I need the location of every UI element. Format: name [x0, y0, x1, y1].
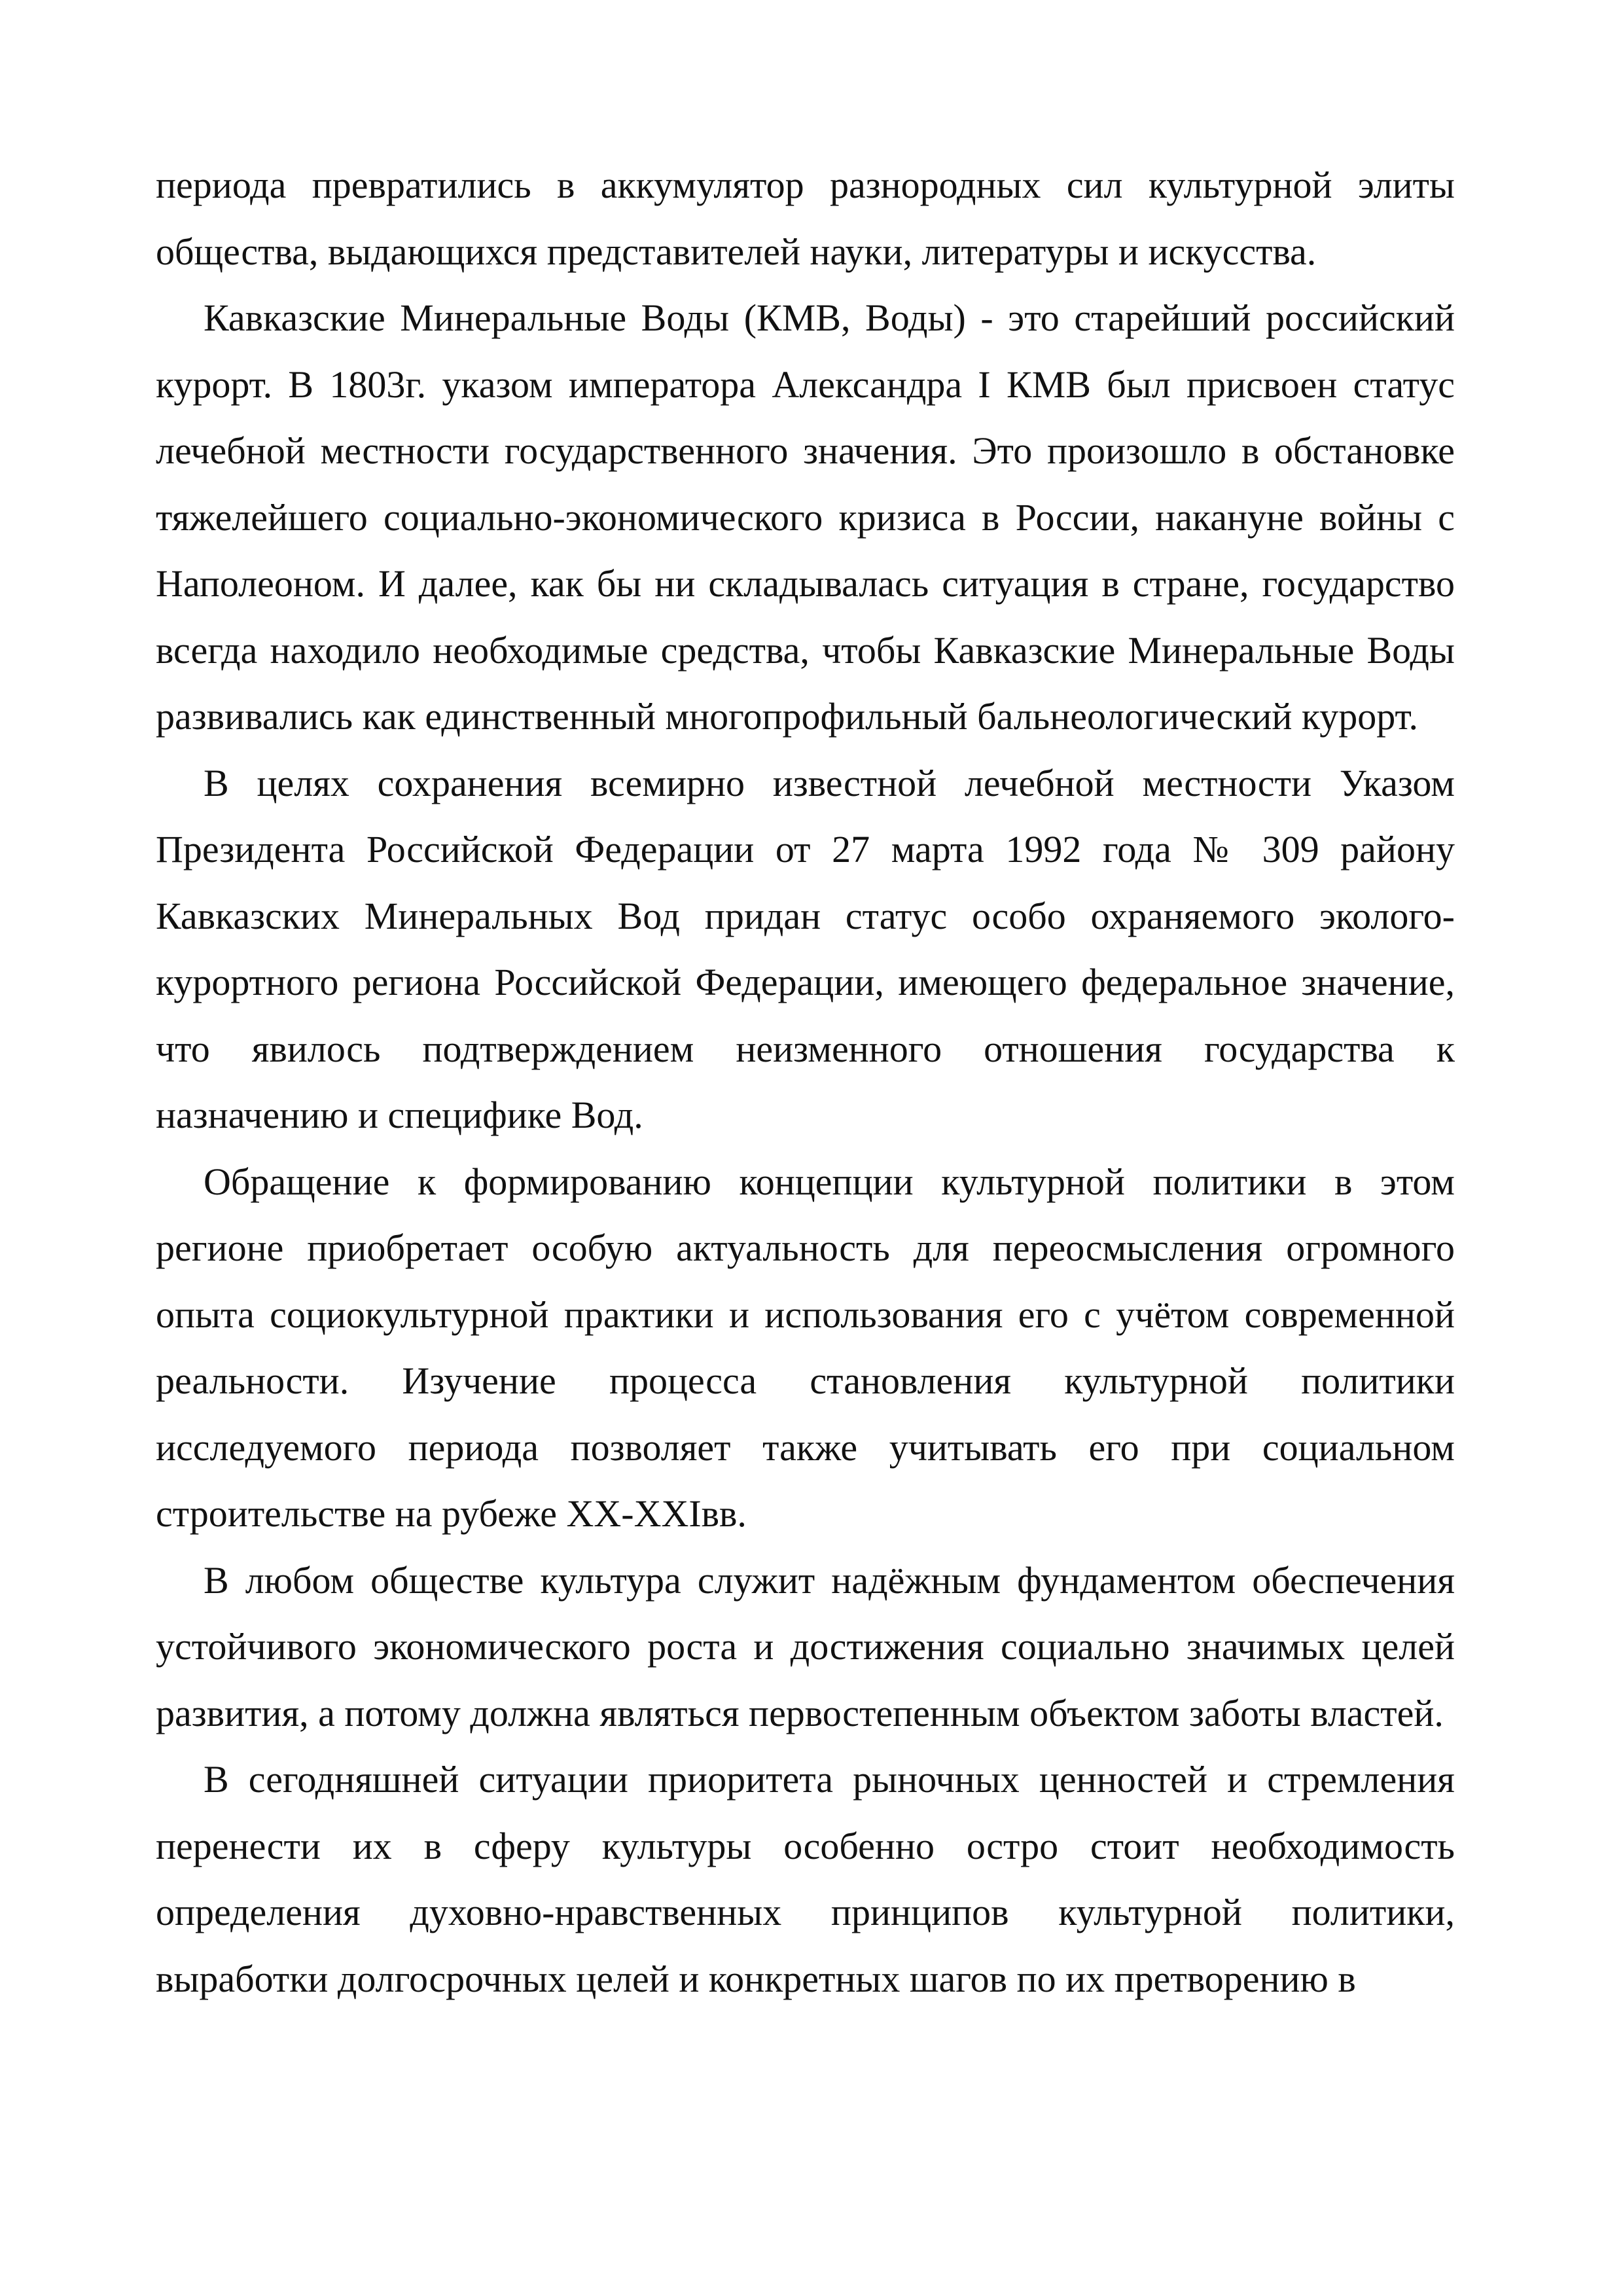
paragraph-5: В любом обществе культура служит надёжным фундаментом обеспечения устойчивого экономического роста и достижения социально значимых целей развития, а потому должна являться первостепенным объектом заботы властей.: [156, 1558, 1455, 1734]
paragraph-1: периода превратились в аккумулятор разнородных сил культурной элиты общества, выдающихся представителей науки, литературы и искусства.: [156, 164, 1455, 273]
paragraph-6: В сегодняшней ситуации приоритета рыночных ценностей и стремления перенести их в сферу культуры особенно остро стоит необходимость определения духовно-нравственных принципов культурной политики, выработки долгосрочных целей и конкретных шагов по их претворению в: [156, 1758, 1455, 2000]
paragraph-2: Кавказские Минеральные Воды (КМВ, Воды) - это старейший российский курорт. В 1803г. указом императора Александра I КМВ был присвоен статус лечебной местности государственного значения. Это произошло в обстановке тяжелейшего социально-экономического кризиса в России, накануне войны с Наполеоном. И далее, как бы ни складывалась ситуация в стране, государство всегда находило необходимые средства, чтобы Кавказские Минеральные Воды развивались как единственный многопрофильный бальнеологический курорт.: [156, 296, 1455, 738]
paragraph-3: В целях сохранения всемирно известной лечебной местности Указом Президента Российской Федерации от 27 марта 1992 года № 309 району Кавказских Минеральных Вод придан статус особо охраняемого эколого-курортного региона Российской Федерации, имеющего федеральное значение, что явилось подтверждением неизменного отношения государства к назначению и специфике Вод.: [156, 761, 1455, 1136]
paragraph-4: Обращение к формированию концепции культурной политики в этом регионе приобретает особую актуальность для переосмысления огромного опыта социокультурной практики и использования его с учётом современной реальности. Изучение процесса становления культурной политики исследуемого периода позволяет также учитывать его при социальном строительстве на рубеже XX-XXIвв.: [156, 1160, 1455, 1535]
body-text: [156, 152, 1455, 2012]
